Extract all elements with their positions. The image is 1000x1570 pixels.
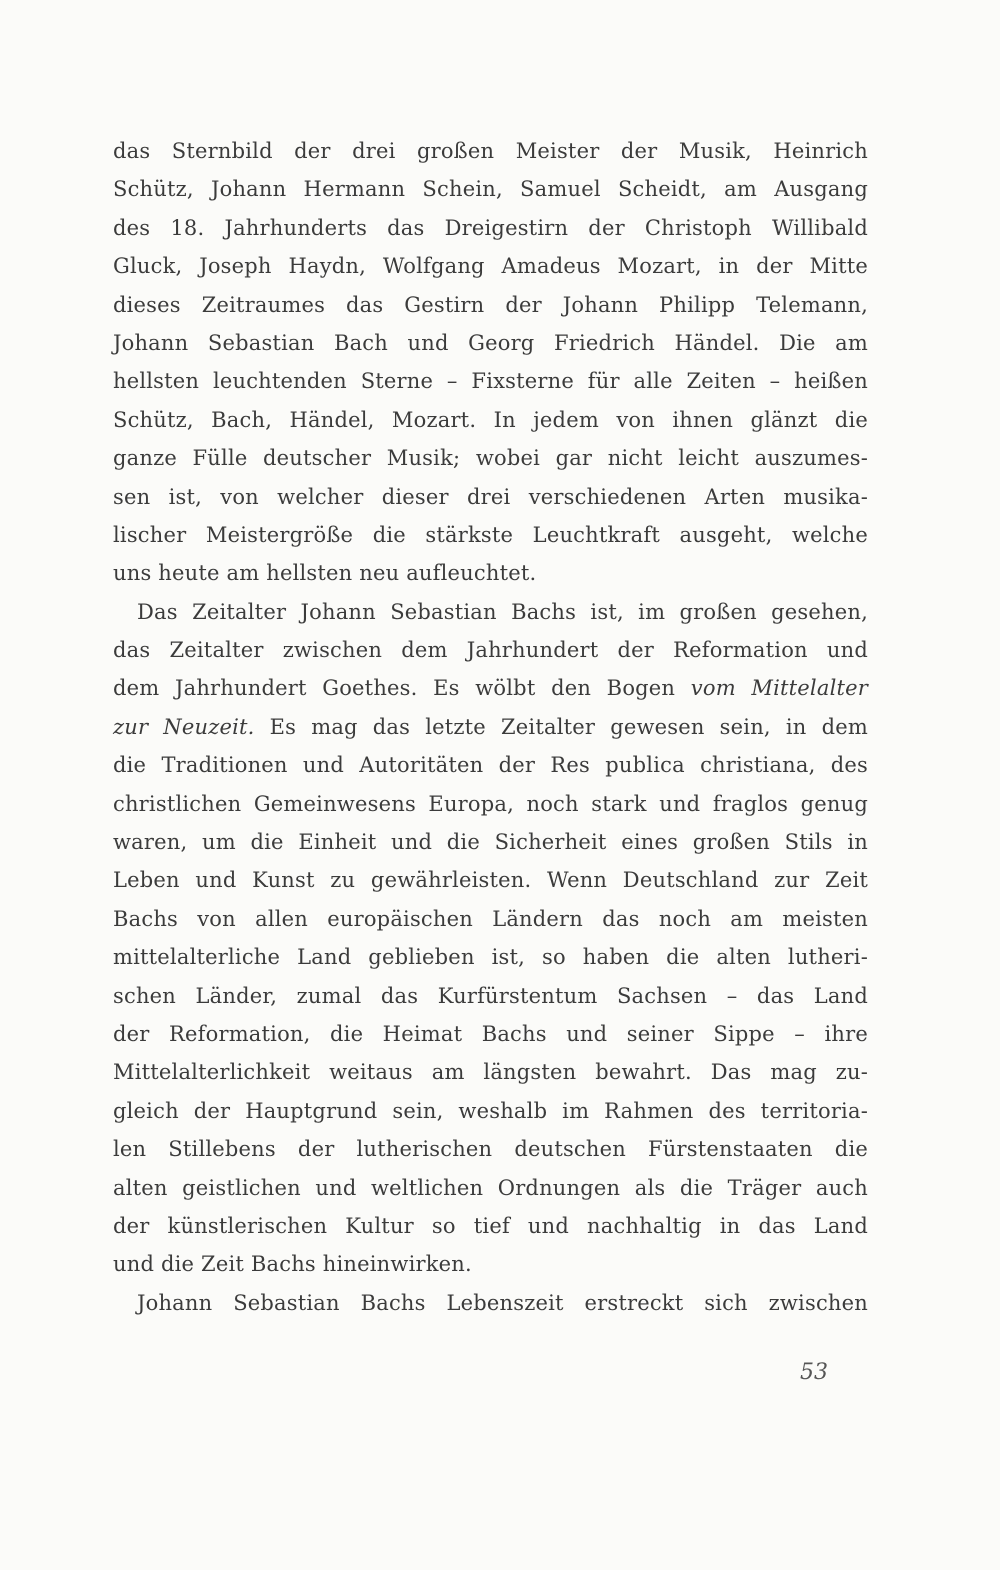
text-span: ganze Fülle deutscher Musik; wobei gar nicht leicht auszumes- <box>113 446 868 471</box>
text-span: len Stillebens der lutherischen deutschen Fürstenstaaten die <box>113 1137 868 1162</box>
text-line <box>113 247 868 285</box>
text-span: sen ist, von welcher dieser drei verschiedenen Arten musika- <box>113 484 868 509</box>
text-line <box>113 1207 868 1245</box>
text-span: schen Länder, zumal das Kurfürstentum Sachsen – das Land <box>113 983 868 1008</box>
text-span: der künstlerischen Kultur so tief und nachhaltig in das Land <box>113 1213 868 1238</box>
text-span: hellsten leuchtenden Sterne – Fixsterne für alle Zeiten – heißen <box>113 369 868 394</box>
page-number: 53 <box>800 1360 828 1385</box>
text-line <box>113 324 868 362</box>
text-line <box>113 170 868 208</box>
text-span: christlichen Gemeinwesens Europa, noch stark und fraglos genug <box>113 791 868 816</box>
text-line <box>113 1130 868 1168</box>
text-line <box>113 286 868 324</box>
text-span: Schütz, Johann Hermann Schein, Samuel Scheidt, am Ausgang <box>113 177 868 202</box>
text-span: Mittelalterlichkeit weitaus am längsten bewahrt. Das mag zu- <box>113 1060 868 1085</box>
text-span: des 18. Jahrhunderts das Dreigestirn der Christoph Willibald <box>113 215 868 240</box>
text-line <box>113 1015 868 1053</box>
text-line <box>113 362 868 400</box>
text-line <box>113 1092 868 1130</box>
text-line <box>113 1169 868 1207</box>
text-line <box>113 785 868 823</box>
body-text <box>113 132 868 1322</box>
text-line <box>113 823 868 861</box>
text-span: und die Zeit Bachs hineinwirken. <box>113 1252 472 1277</box>
text-line <box>113 209 868 247</box>
text-line <box>113 401 868 439</box>
text-span: Johann Sebastian Bach und Georg Friedrich Händel. Die am <box>113 330 868 355</box>
text-line <box>113 708 868 746</box>
text-span: das Zeitalter zwischen dem Jahrhundert der Reformation und <box>113 638 868 663</box>
text-line <box>113 1284 868 1322</box>
text-span: uns heute am hellsten neu aufleuchtet. <box>113 561 537 586</box>
text-line <box>113 1053 868 1091</box>
text-span: mittelalterliche Land geblieben ist, so haben die alten lutheri- <box>113 945 868 970</box>
text-span: das Sternbild der drei großen Meister der Musik, Heinrich <box>113 139 868 163</box>
text-line <box>113 977 868 1015</box>
text-line <box>113 554 868 592</box>
text-line <box>113 516 868 554</box>
italic-text: zur Neuzeit. <box>113 714 255 739</box>
text-line <box>113 132 868 170</box>
text-line <box>113 669 868 707</box>
text-span: Das Zeitalter Johann Sebastian Bachs ist, im großen gesehen, <box>137 599 868 624</box>
text-span: lischer Meistergröße die stärkste Leuchtkraft ausgeht, welche <box>113 522 868 547</box>
text-span: dem Jahrhundert Goethes. Es wölbt den Bogen <box>113 676 691 701</box>
text-span: Leben und Kunst zu gewährleisten. Wenn Deutschland zur Zeit <box>113 868 868 893</box>
text-span: dieses Zeitraumes das Gestirn der Johann Philipp Telemann, <box>113 292 868 317</box>
italic-text: vom Mittelalter <box>690 676 868 701</box>
text-span: Schütz, Bach, Händel, Mozart. In jedem von ihnen glänzt die <box>113 407 868 432</box>
text-span: Bachs von allen europäischen Ländern das noch am meisten <box>113 906 868 931</box>
text-line <box>113 478 868 516</box>
text-line <box>113 938 868 976</box>
text-line <box>113 746 868 784</box>
text-line <box>113 861 868 899</box>
text-span: alten geistlichen und weltlichen Ordnungen als die Träger auch <box>113 1175 868 1200</box>
text-span: der Reformation, die Heimat Bachs und seiner Sippe – ihre <box>113 1021 868 1046</box>
text-line <box>113 631 868 669</box>
text-line <box>113 900 868 938</box>
text-line <box>113 593 868 631</box>
text-span: die Traditionen und Autoritäten der Res publica christiana, des <box>113 753 868 778</box>
text-span: waren, um die Einheit und die Sicherheit eines großen Stils in <box>113 830 868 855</box>
text-span: Johann Sebastian Bachs Lebenszeit erstreckt sich zwischen <box>137 1290 868 1315</box>
text-line <box>113 1245 868 1283</box>
text-span: Es mag das letzte Zeitalter gewesen sein, in dem <box>254 714 868 739</box>
text-span: gleich der Hauptgrund sein, weshalb im Rahmen des territoria- <box>113 1098 868 1123</box>
text-span: Gluck, Joseph Haydn, Wolfgang Amadeus Mozart, in der Mitte <box>113 254 868 279</box>
text-line <box>113 439 868 477</box>
